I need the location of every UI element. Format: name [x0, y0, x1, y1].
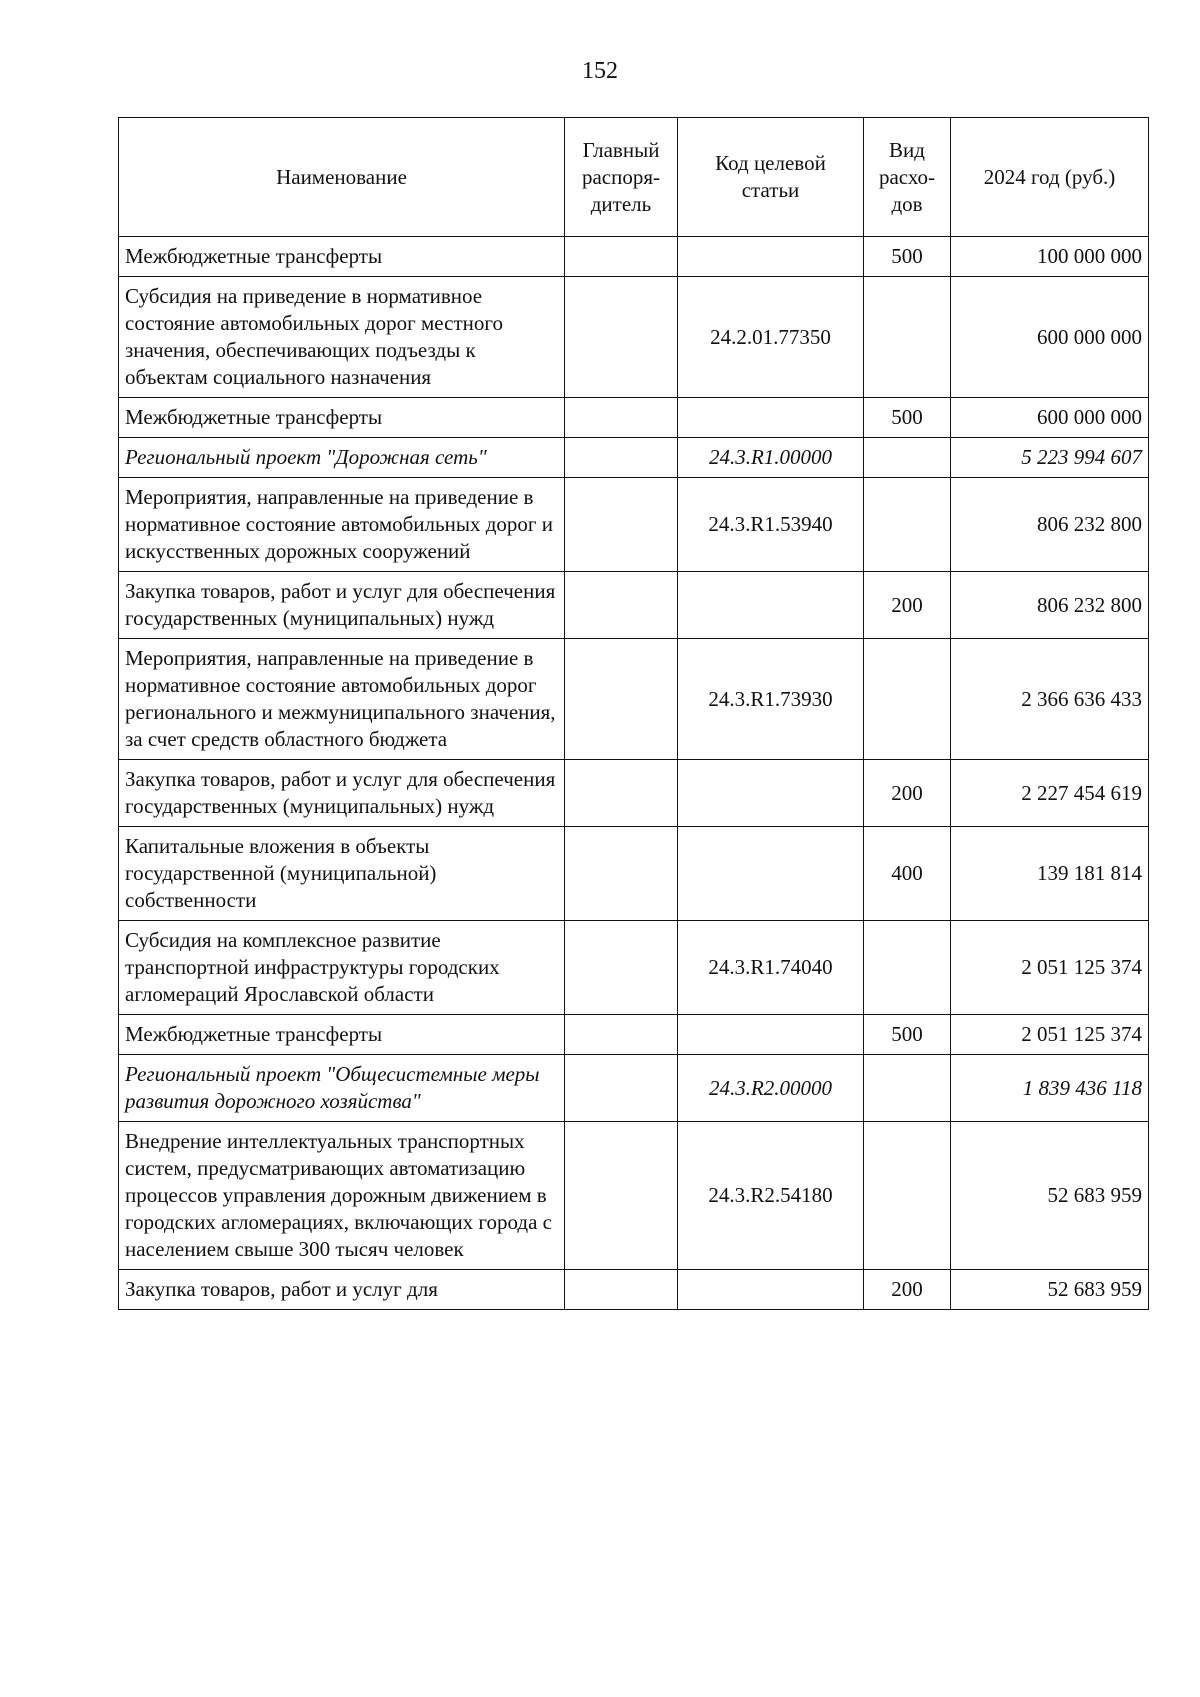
row-name: Мероприятия, направленные на приведение в нормативное состояние автомобильных дорог и искусственных дорожных сооружений	[119, 478, 565, 572]
table-row	[119, 237, 1149, 277]
row-chief	[565, 827, 678, 921]
row-chief	[565, 478, 678, 572]
row-kind	[864, 1122, 951, 1270]
row-chief	[565, 1055, 678, 1122]
header-target-code: Код целевой статьи	[678, 118, 864, 237]
table-row	[119, 277, 1149, 398]
row-kind	[864, 921, 951, 1015]
table-row	[119, 827, 1149, 921]
table-row-project	[119, 1055, 1149, 1122]
row-code: 24.3.R1.73930	[678, 639, 864, 760]
row-chief	[565, 1122, 678, 1270]
row-name: Межбюджетные трансферты	[119, 1015, 565, 1055]
row-chief	[565, 398, 678, 438]
row-code: 24.3.R2.00000	[678, 1055, 864, 1122]
row-code: 24.3.R1.74040	[678, 921, 864, 1015]
row-code	[678, 398, 864, 438]
row-chief	[565, 1270, 678, 1310]
row-name: Региональный проект "Общесистемные меры развития дорожного хозяйства"	[119, 1055, 565, 1122]
row-kind	[864, 1055, 951, 1122]
row-kind: 200	[864, 572, 951, 639]
row-amount: 600 000 000	[951, 277, 1149, 398]
header-expense-kind: Вид расхо-дов	[864, 118, 951, 237]
table-header-row	[119, 118, 1149, 237]
table-row	[119, 572, 1149, 639]
row-code: 24.2.01.77350	[678, 277, 864, 398]
row-kind: 500	[864, 398, 951, 438]
row-amount: 806 232 800	[951, 478, 1149, 572]
row-name: Межбюджетные трансферты	[119, 398, 565, 438]
table-row	[119, 760, 1149, 827]
row-amount: 5 223 994 607	[951, 438, 1149, 478]
row-chief	[565, 639, 678, 760]
row-code: 24.3.R2.54180	[678, 1122, 864, 1270]
row-amount: 2 051 125 374	[951, 921, 1149, 1015]
row-name: Межбюджетные трансферты	[119, 237, 565, 277]
row-amount: 2 366 636 433	[951, 639, 1149, 760]
row-chief	[565, 921, 678, 1015]
row-name: Субсидия на приведение в нормативное состояние автомобильных дорог местного значения, обеспечивающих подъезды к объектам социального назначения	[119, 277, 565, 398]
row-chief	[565, 572, 678, 639]
row-name: Закупка товаров, работ и услуг для	[119, 1270, 565, 1310]
row-amount: 100 000 000	[951, 237, 1149, 277]
table-row	[119, 639, 1149, 760]
row-amount: 52 683 959	[951, 1270, 1149, 1310]
header-chief-administrator: Главный распоря-дитель	[565, 118, 678, 237]
row-amount: 139 181 814	[951, 827, 1149, 921]
row-code	[678, 1015, 864, 1055]
row-code	[678, 760, 864, 827]
header-amount-2024: 2024 год (руб.)	[951, 118, 1149, 237]
page-number: 152	[582, 58, 618, 84]
row-chief	[565, 277, 678, 398]
row-kind	[864, 478, 951, 572]
table-row-project	[119, 438, 1149, 478]
row-kind	[864, 639, 951, 760]
row-name: Региональный проект "Дорожная сеть"	[119, 438, 565, 478]
table-row	[119, 1015, 1149, 1055]
row-code: 24.3.R1.53940	[678, 478, 864, 572]
row-amount: 52 683 959	[951, 1122, 1149, 1270]
row-kind: 500	[864, 237, 951, 277]
row-kind	[864, 438, 951, 478]
row-code	[678, 1270, 864, 1310]
row-amount: 2 051 125 374	[951, 1015, 1149, 1055]
row-name: Капитальные вложения в объекты государственной (муниципальной) собственности	[119, 827, 565, 921]
header-name: Наименование	[119, 118, 565, 237]
row-name: Внедрение интеллектуальных транспортных систем, предусматривающих автоматизацию процессов управления дорожным движением в городских агломерациях, включающих города с населением свыше 300 тысяч человек	[119, 1122, 565, 1270]
row-code	[678, 237, 864, 277]
row-chief	[565, 1015, 678, 1055]
table-row	[119, 1122, 1149, 1270]
row-kind: 200	[864, 760, 951, 827]
row-kind: 500	[864, 1015, 951, 1055]
row-amount: 600 000 000	[951, 398, 1149, 438]
row-kind: 200	[864, 1270, 951, 1310]
row-chief	[565, 438, 678, 478]
row-kind	[864, 277, 951, 398]
row-name: Мероприятия, направленные на приведение в нормативное состояние автомобильных дорог регионального и межмуниципального значения, за счет средств областного бюджета	[119, 639, 565, 760]
row-amount: 2 227 454 619	[951, 760, 1149, 827]
table-row	[119, 921, 1149, 1015]
table-row	[119, 1270, 1149, 1310]
row-name: Закупка товаров, работ и услуг для обеспечения государственных (муниципальных) нужд	[119, 572, 565, 639]
table-row	[119, 478, 1149, 572]
table-row	[119, 398, 1149, 438]
row-amount: 806 232 800	[951, 572, 1149, 639]
row-code	[678, 827, 864, 921]
row-code: 24.3.R1.00000	[678, 438, 864, 478]
row-kind: 400	[864, 827, 951, 921]
row-name: Субсидия на комплексное развитие транспортной инфраструктуры городских агломераций Ярославской области	[119, 921, 565, 1015]
row-amount: 1 839 436 118	[951, 1055, 1149, 1122]
row-code	[678, 572, 864, 639]
row-name: Закупка товаров, работ и услуг для обеспечения государственных (муниципальных) нужд	[119, 760, 565, 827]
budget-table	[118, 117, 1149, 1310]
row-chief	[565, 237, 678, 277]
row-chief	[565, 760, 678, 827]
